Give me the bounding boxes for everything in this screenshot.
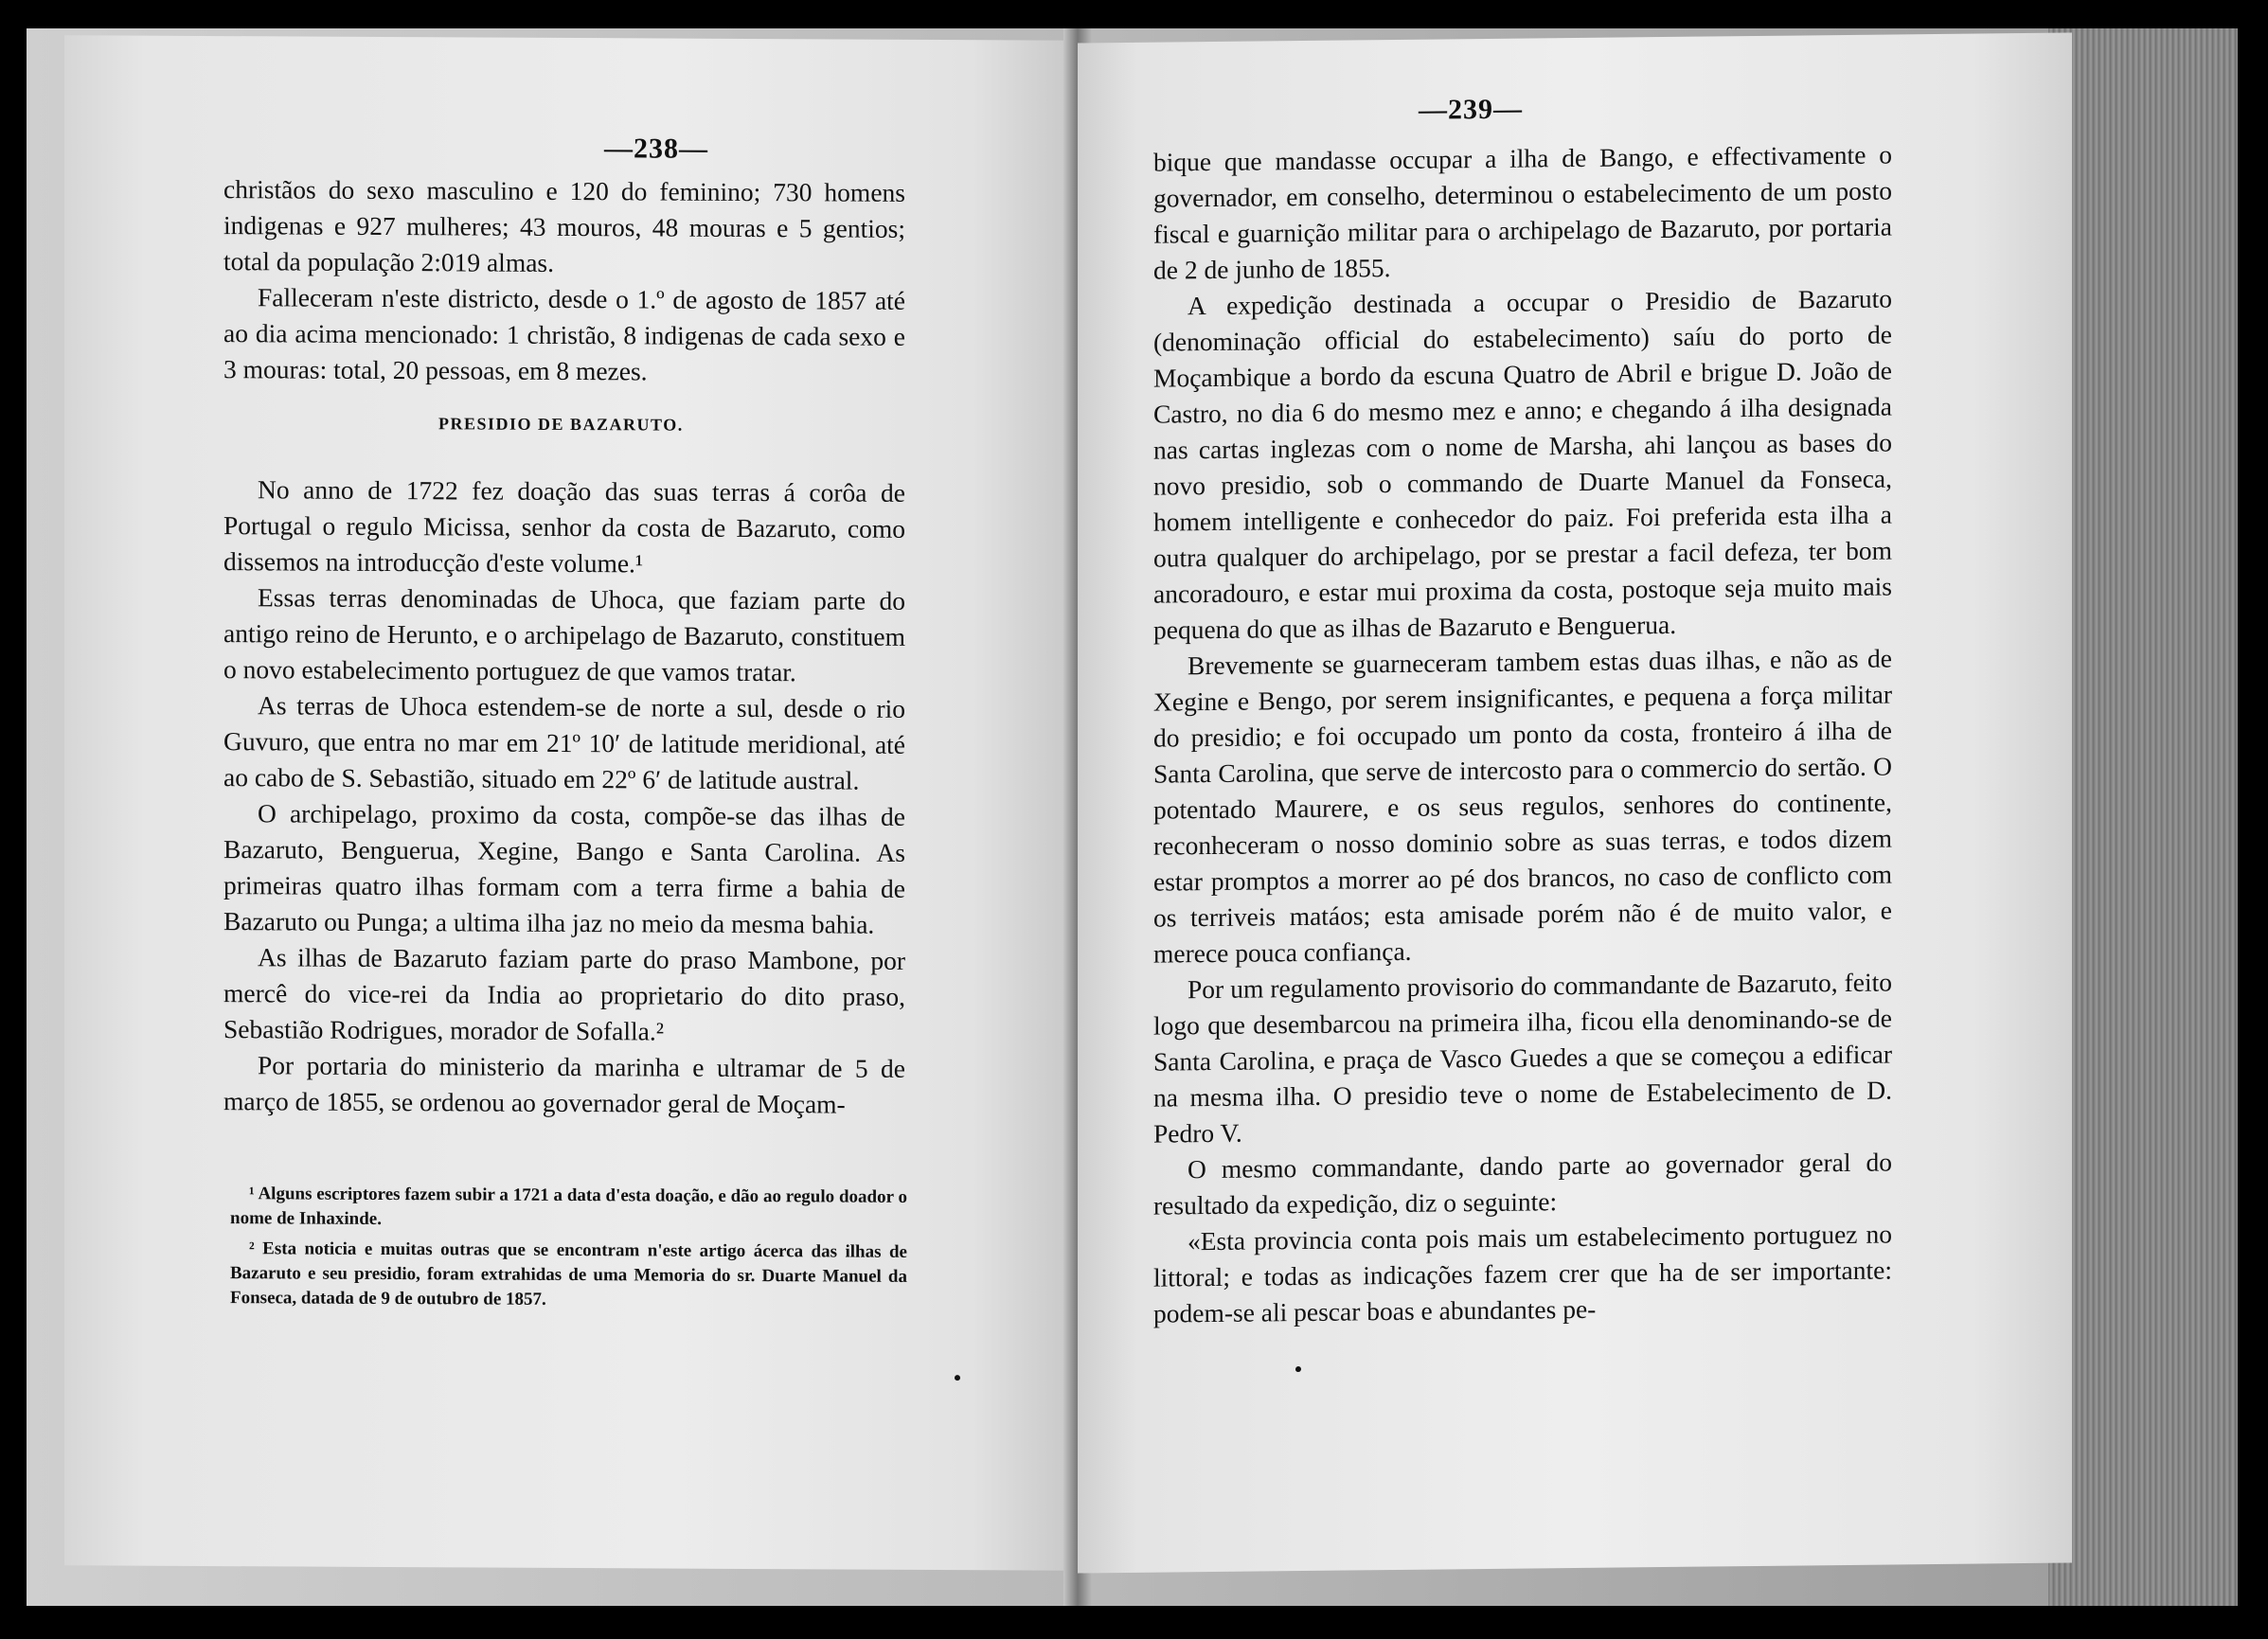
paragraph: O archipelago, proximo da costa, compõe-se das ilhas de Bazaruto, Benguerua, Xegine, Bango e Santa Carolina. As primeiras quatro ilhas formam com a terra firme a bahia de Bazaruto ou Punga; a ultima ilha jaz no meio da mesma bahia. [223, 798, 905, 939]
paragraph: Brevemente se guarneceram tambem estas duas ilhas, e não as de Xegine e Bengo, por serem insignificantes, e pequena a força militar do presidio; e foi occupado um ponto da costa, fronteiro á ilha de Santa Carolina, que serve de intercosto para o commercio do sertão. O potentado Maurere, e os seus regulos, senhores do continente, reconheceram o nosso dominio sobre as suas terras, e todos dizem estar promptos a morrer ao pé dos brancos, no caso de conflicto com os terriveis matáos; esta amisade porém não é de muito valor, e merece pouca confiança. [1153, 643, 1892, 969]
paragraph: A expedição destinada a occupar o Presidio de Bazaruto (denominação official do estabelecimento) saíu do porto de Moçambique a bordo da escuna Quatro de Abril e brigue D. João de Castro, no dia 6 do mesmo mez e anno; e chegando á ilha designada nas cartas inglezas com o nome de Marsha, ahi lançou as bases do novo presidio, sob o commando de Duarte Manuel da Fonseca, homem intelligente e conhecedor do paiz. Foi preferida esta ilha a outra qualquer do archipelago, por se prestar a facil defeza, ter bom ancoradouro, e estar mui proxima da costa, postoque seja muito mais pequena do que as ilhas de Bazaruto e Benguerua. [1153, 283, 1892, 645]
right-page [1078, 33, 2072, 1574]
ink-speck [955, 1375, 960, 1381]
left-page [64, 35, 1073, 1571]
right-page-text [1153, 136, 1892, 1331]
page-number-right: —239— [1419, 93, 1523, 126]
book-scan [27, 28, 2238, 1606]
paragraph: No anno de 1722 fez doação das suas terras á corôa de Portugal o regulo Micissa, senhor da costa de Bazaruto, como dissemos na introducção d'este volume.¹ [223, 474, 905, 579]
left-page-intro [223, 171, 905, 391]
footnote: ¹ Alguns escriptores fazem subir a 1721 a data d'esta doação, e dão ao regulo doador o nome de Inhaxinde. [230, 1184, 907, 1229]
page-number-left: —238— [604, 133, 708, 165]
footnote: ² Esta noticia e muitas outras que se encontram n'este artigo ácerca das ilhas de Bazaruto e seu presidio, foram extrahidas de uma Memoria do sr. Duarte Manuel da Fonseca, datada de 9 de outubro de 1857. [230, 1238, 907, 1309]
paragraph: Falleceram n'este districto, desde o 1.º de agosto de 1857 até ao dia acima mencionado: 1 christão, 8 indigenas de cada sexo e 3 mouras: total, 20 pessoas, em 8 mezes. [223, 282, 905, 386]
paragraph: As ilhas de Bazaruto faziam parte do praso Mambone, por mercê do vice-rei da India ao proprietario do dito praso, Sebastião Rodrigues, morador de Sofalla.² [223, 942, 905, 1046]
page-edges [2048, 28, 2238, 1606]
left-page-section-text [223, 472, 905, 1123]
paragraph: Por portaria do ministerio da marinha e ultramar de 5 de março de 1855, se ordenou ao governador geral de Moçam- [223, 1050, 905, 1119]
paragraph: O mesmo commandante, dando parte ao governador geral do resultado da expedição, diz o seguinte: [1153, 1147, 1892, 1220]
footnotes [230, 1182, 907, 1320]
paragraph: As terras de Uhoca estendem-se de norte a sul, desde o rio Guvuro, que entra no mar em 21º 10′ de latitude meridional, até ao cabo de S. Sebastião, situado em 22º 6′ de latitude austral. [223, 690, 905, 795]
paragraph: bique que mandasse occupar a ilha de Bango, e effectivamente o governador, em conselho, determinou o estabelecimento de um posto fiscal e guarnição militar para o archipelago de Bazaruto, por portaria de 2 de junho de 1855. [1153, 139, 1892, 285]
section-heading: PRESIDIO DE BAZARUTO. [438, 414, 684, 435]
paragraph: «Esta provincia conta pois mais um estabelecimento portuguez no littoral; e todas as indicações fazem crer que ha de ser importante: podem-se ali pescar boas e abundantes pe- [1153, 1219, 1892, 1328]
paragraph: Essas terras denominadas de Uhoca, que faziam parte do antigo reino de Herunto, e o archipelago de Bazaruto, constituem o novo estabelecimento portuguez de que vamos tratar. [223, 582, 905, 687]
paragraph: christãos do sexo masculino e 120 do feminino; 730 homens indigenas e 927 mulheres; 43 mouros, 48 mouras e 5 gentios; total da população 2:019 almas. [223, 174, 905, 277]
paragraph: Por um regulamento provisorio do commandante de Bazaruto, feito logo que desembarcou na primeira ilha, ficou ella denominando-se de Santa Carolina, e praça de Vasco Guedes a que se começou a edificar na mesma ilha. O presidio teve o nome de Estabelecimento de D. Pedro V. [1153, 967, 1892, 1149]
ink-speck [1295, 1366, 1301, 1372]
